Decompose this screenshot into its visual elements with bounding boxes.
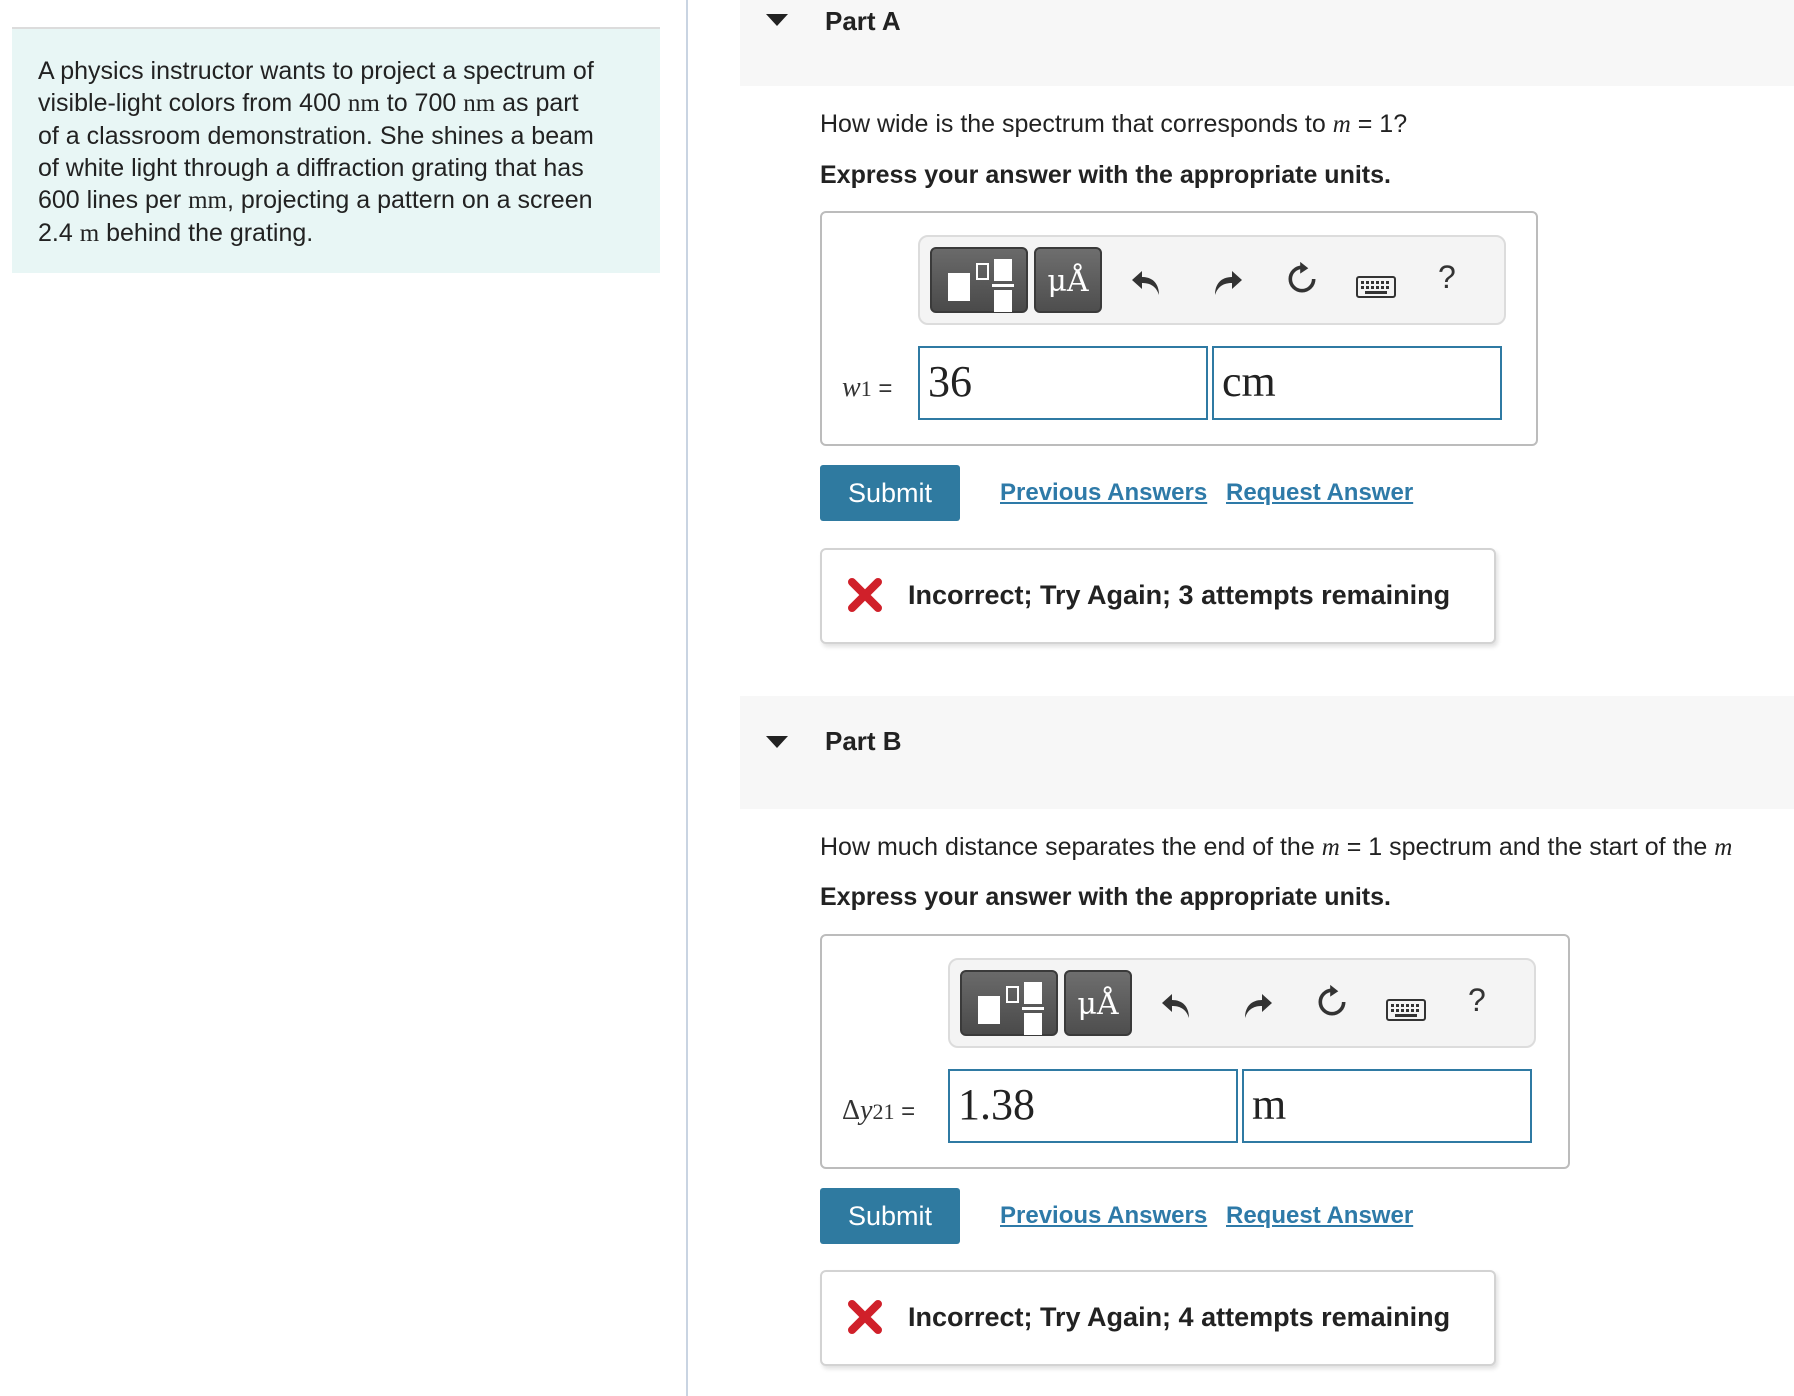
redo-icon[interactable] <box>1236 988 1276 1024</box>
undo-icon[interactable] <box>1128 265 1168 301</box>
part-a-value-input[interactable]: 36 <box>918 346 1208 420</box>
reset-icon[interactable] <box>1282 261 1322 297</box>
units-button[interactable]: μÅ <box>1034 247 1102 313</box>
templates-button[interactable] <box>930 247 1028 313</box>
part-b-answer-box <box>820 934 1570 1169</box>
part-b-previous-answers-link[interactable]: Previous Answers <box>1000 1202 1208 1229</box>
caret-down-icon[interactable] <box>766 14 788 26</box>
column-divider <box>686 0 688 1396</box>
part-a-header[interactable] <box>740 0 1794 86</box>
problem-line-1: A physics instructor wants to project a spectrum of <box>38 57 594 85</box>
part-a-question: How wide is the spectrum that corresponds to m = 1? <box>820 110 1408 138</box>
part-b-feedback-message: Incorrect; Try Again; 4 attempts remaining <box>908 1302 1451 1332</box>
redo-icon[interactable] <box>1206 265 1246 301</box>
part-b-header[interactable] <box>740 696 1794 809</box>
part-b-submit-button[interactable]: Submit <box>820 1188 960 1244</box>
reset-icon[interactable] <box>1312 984 1352 1020</box>
close-x-icon <box>846 1298 884 1336</box>
problem-line-5: 600 lines per mm, projecting a pattern on a screen <box>38 186 593 214</box>
part-a-unit-input[interactable]: cm <box>1212 346 1502 420</box>
templates-button[interactable] <box>960 970 1058 1036</box>
part-b-title: Part B <box>825 726 902 756</box>
part-a-instruction: Express your answer with the appropriate units. <box>820 161 1391 189</box>
help-button[interactable]: ? <box>1438 259 1456 295</box>
part-a-feedback <box>820 548 1496 644</box>
part-b-feedback <box>820 1270 1496 1366</box>
part-b-request-answer-link[interactable]: Request Answer <box>1226 1202 1414 1229</box>
part-a-answer-box <box>820 211 1538 446</box>
problem-line-4: of white light through a diffraction grating that has <box>38 154 584 182</box>
part-b-variable-label: Δy21 = <box>842 1095 916 1126</box>
undo-icon[interactable] <box>1158 988 1198 1024</box>
units-button[interactable]: μÅ <box>1064 970 1132 1036</box>
part-b-instruction: Express your answer with the appropriate units. <box>820 883 1391 911</box>
problem-line-2: visible-light colors from 400 nm to 700 nm as part <box>38 89 579 117</box>
part-a-previous-answers-link[interactable]: Previous Answers <box>1000 479 1208 506</box>
part-a-title: Part A <box>825 6 901 36</box>
keyboard-icon[interactable] <box>1356 269 1396 305</box>
part-b-value-input[interactable]: 1.38 <box>948 1069 1238 1143</box>
caret-down-icon[interactable] <box>766 736 788 748</box>
problem-statement <box>12 29 660 273</box>
keyboard-icon[interactable] <box>1386 992 1426 1028</box>
help-button[interactable]: ? <box>1468 982 1486 1018</box>
part-a-math-toolbar <box>918 235 1506 325</box>
part-b-math-toolbar <box>948 958 1536 1048</box>
part-a-variable-label: w1 = <box>842 372 893 403</box>
problem-line-3: of a classroom demonstration. She shines a beam <box>38 122 594 150</box>
part-b-question: How much distance separates the end of the m = 1 spectrum and the start of the m <box>820 833 1733 861</box>
part-b-unit-input[interactable]: m <box>1242 1069 1532 1143</box>
close-x-icon <box>846 576 884 614</box>
part-a-submit-button[interactable]: Submit <box>820 465 960 521</box>
part-a-feedback-message: Incorrect; Try Again; 3 attempts remaining <box>908 580 1451 610</box>
problem-line-6: 2.4 m behind the grating. <box>38 219 314 247</box>
part-a-request-answer-link[interactable]: Request Answer <box>1226 479 1414 506</box>
